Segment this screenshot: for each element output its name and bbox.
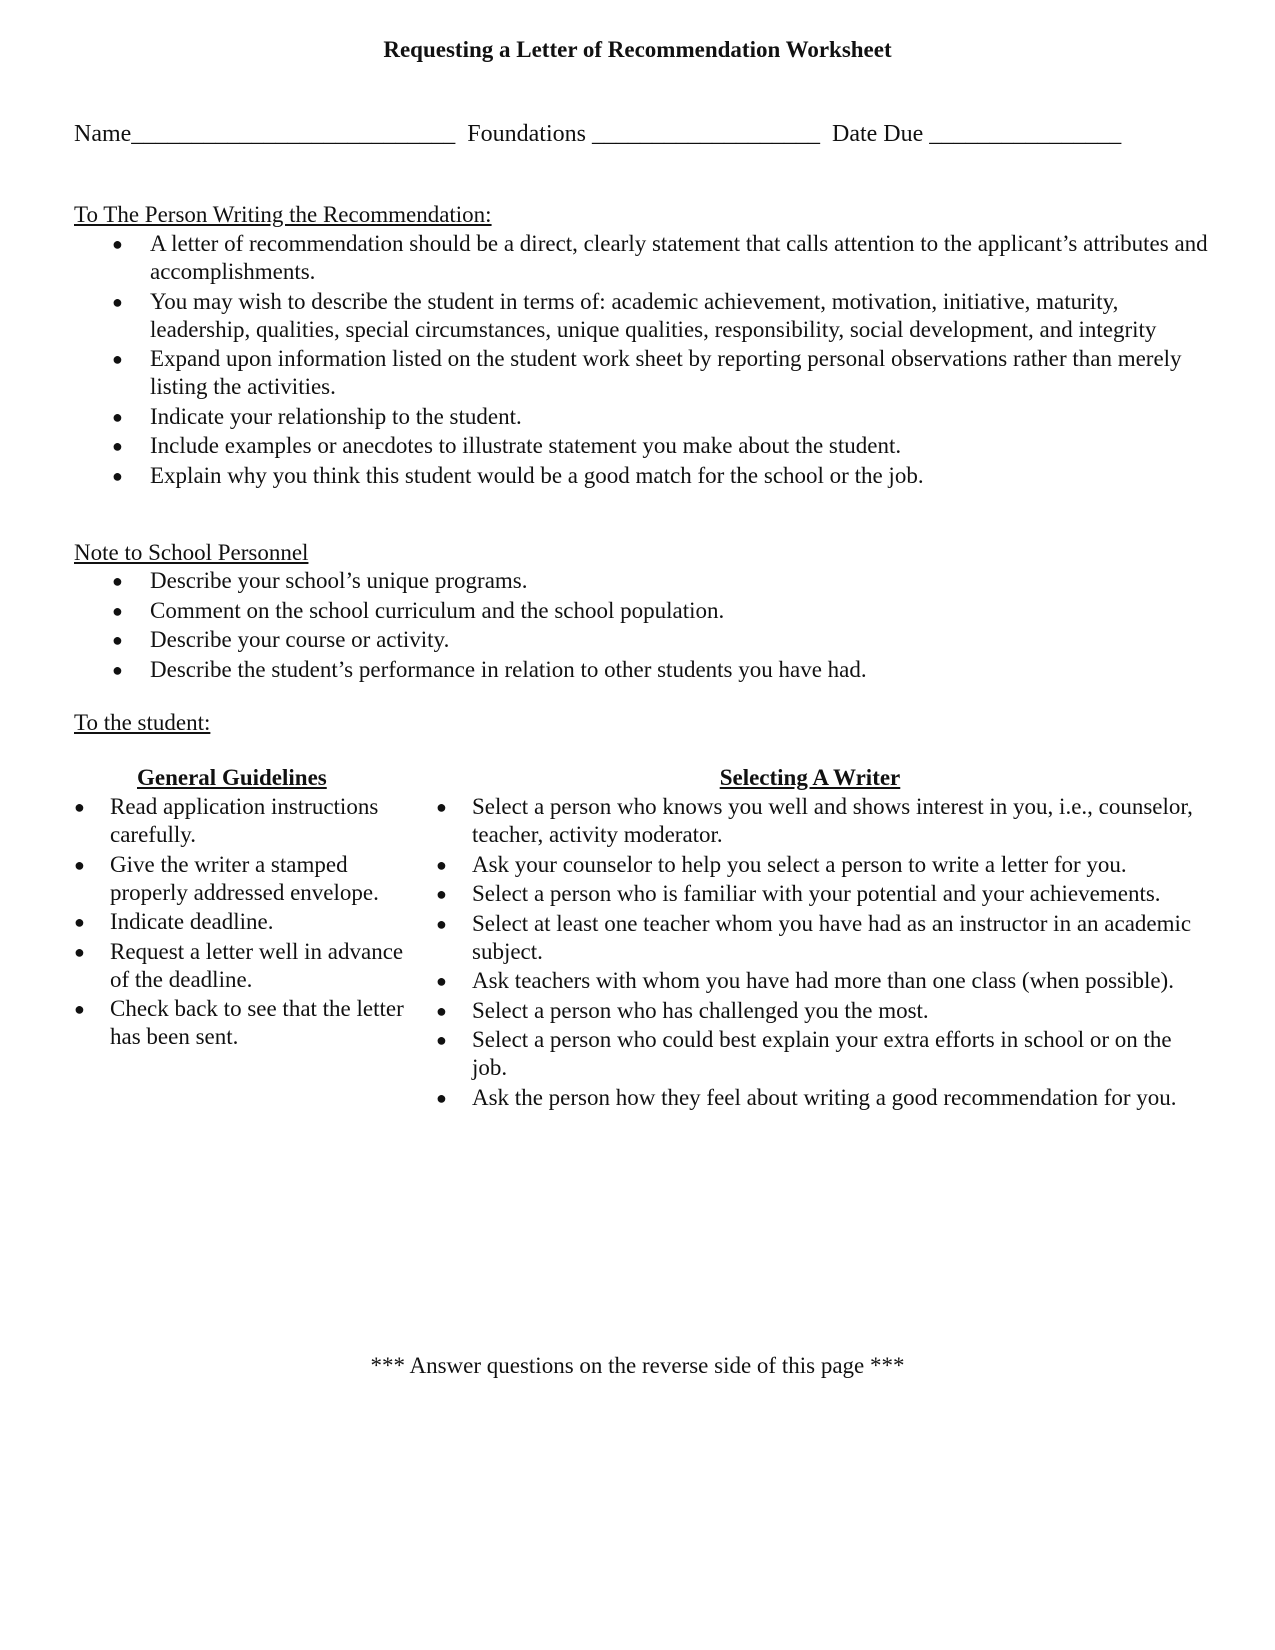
bullet-icon: ●: [436, 913, 447, 934]
list-item: ● Check back to see that the letter has been sent.: [74, 996, 404, 1049]
list-item: ● Select at least one teacher whom you have had as an instructor in an academic subject.: [436, 910, 1192, 964]
list-item: ● Describe the student’s performance in relation to other students you have had.: [112, 656, 867, 682]
footer-note: *** Answer questions on the reverse side of this page ***: [370, 1353, 905, 1378]
list-item: ● Select a person who has challenged you the most.: [436, 997, 929, 1023]
header-fields-line: Name___________________________ Foundations ___________________ Date Due ________________: [74, 121, 1122, 147]
bullet-icon: ●: [436, 884, 447, 904]
list-item: ● Explain why you think this student would be a good match for the school or the job.: [112, 462, 924, 488]
list-item: ● You may wish to describe the student in terms of: academic achievement, motivation, initiative, maturity, leadership, qualities, special circumstances, unique qualities, responsibility, social development, and integrity: [112, 288, 1157, 342]
bullet-icon: ●: [112, 600, 123, 621]
bullet-icon: ●: [112, 349, 123, 369]
list-item: ● Indicate your relationship to the student.: [112, 403, 522, 429]
bullet-icon: ●: [74, 797, 85, 817]
bullet-icon: ●: [112, 465, 123, 486]
list-item: ● Describe your course or activity.: [112, 627, 450, 652]
bullet-icon: ●: [436, 1000, 447, 1021]
bullet-icon: ●: [112, 234, 123, 254]
page-title: Requesting a Letter of Recommendation Worksheet: [383, 37, 892, 62]
student-section-heading: To the student:: [74, 710, 211, 735]
list-item: ● Select a person who knows you well and shows interest in you, i.e., counselor, teacher, activity moderator.: [436, 794, 1193, 847]
list-item: ● Expand upon information listed on the student work sheet by reporting personal observations rather than merely listing the activities.: [112, 346, 1182, 399]
bullet-icon: ●: [112, 659, 123, 680]
bullet-icon: ●: [436, 971, 447, 991]
list-item: ● Select a person who could best explain your extra efforts in school or on the job.: [436, 1027, 1172, 1080]
bullet-icon: ●: [112, 291, 123, 312]
bullet-icon: ●: [436, 1087, 447, 1108]
bullet-icon: ●: [436, 1030, 447, 1050]
general-guidelines-list: [74, 793, 409, 1053]
writer-section-heading: To The Person Writing the Recommendation:: [74, 202, 492, 227]
list-item: ● Read application instructions carefully.: [74, 794, 379, 847]
list-item: ● Describe your school’s unique programs.: [112, 568, 528, 593]
list-item: ● A letter of recommendation should be a direct, clearly statement that calls attention to the applicant’s attributes and accomplishments.: [112, 231, 1208, 284]
bullet-icon: ●: [74, 912, 85, 932]
selecting-writer-heading: Selecting A Writer: [719, 765, 901, 790]
school-section-heading: Note to School Personnel: [74, 540, 309, 565]
list-item: ● Include examples or anecdotes to illustrate statement you make about the student.: [112, 433, 902, 458]
bullet-icon: ●: [74, 999, 85, 1019]
list-item: ● Select a person who is familiar with your potential and your achievements.: [436, 881, 1161, 906]
list-item: ● Ask teachers with whom you have had more than one class (when possible).: [436, 968, 1174, 993]
writer-guidelines-list: [110, 230, 1210, 491]
bullet-icon: ●: [436, 854, 447, 875]
list-item: ● Request a letter well in advance of the deadline.: [74, 938, 404, 992]
list-item: ● Ask your counselor to help you select a person to write a letter for you.: [436, 851, 1127, 877]
bullet-icon: ●: [112, 406, 123, 427]
bullet-icon: ●: [112, 630, 123, 650]
list-item: ● Indicate deadline.: [74, 909, 274, 934]
bullet-icon: ●: [112, 436, 123, 456]
bullet-icon: ●: [74, 854, 85, 875]
school-notes-list: [110, 567, 1210, 685]
general-guidelines-heading: General Guidelines: [137, 765, 327, 790]
bullet-icon: ●: [74, 941, 85, 962]
bullet-icon: ●: [112, 571, 123, 591]
list-item: ● Ask the person how they feel about writing a good recommendation for you.: [436, 1084, 1177, 1110]
list-item: ● Comment on the school curriculum and the school population.: [112, 597, 725, 623]
selecting-writer-list: [436, 793, 1196, 1113]
bullet-icon: ●: [436, 797, 447, 817]
list-item: ● Give the writer a stamped properly addressed envelope.: [74, 851, 379, 905]
